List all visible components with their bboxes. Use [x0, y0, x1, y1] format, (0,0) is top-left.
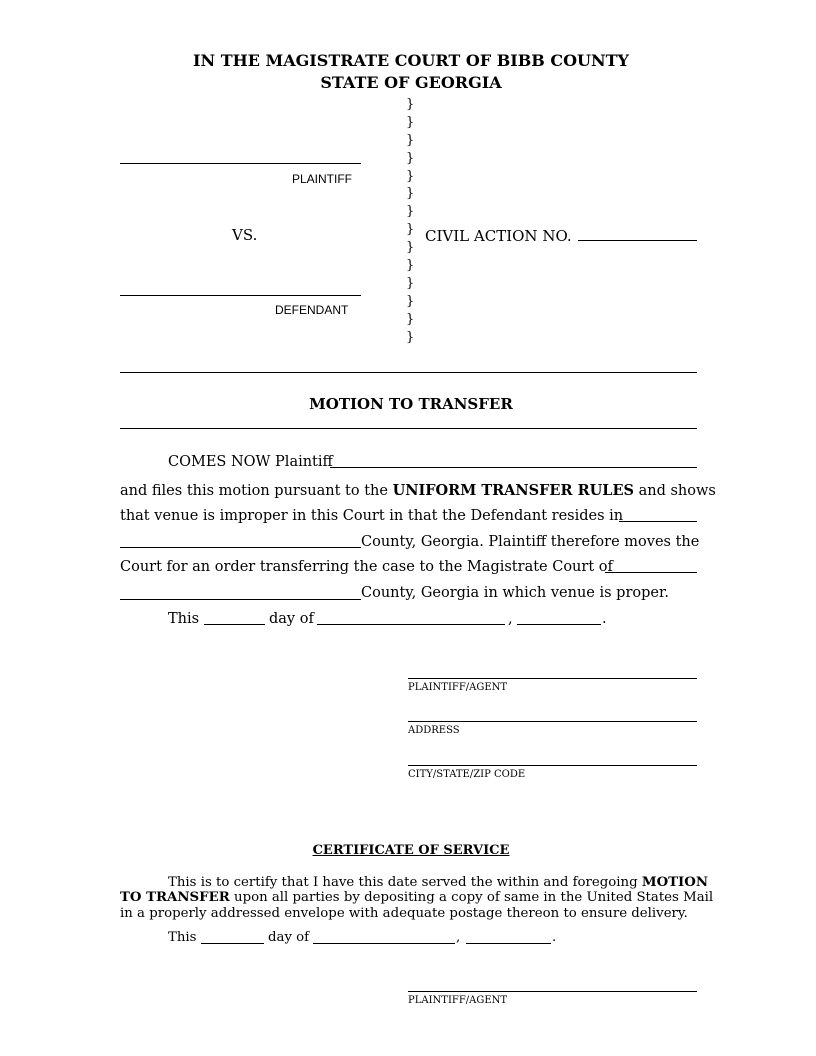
- caption-bracket: }: [406, 329, 415, 345]
- certificate-line-2: [120, 890, 713, 905]
- title-divider: [120, 428, 697, 429]
- civil-action-label: CIVIL ACTION NO.: [425, 227, 572, 245]
- cert-month-blank[interactable]: [313, 943, 455, 944]
- court-name: IN THE MAGISTRATE COURT OF BIBB COUNTY: [193, 51, 629, 70]
- certificate-text-2: upon all parties by depositing a copy of same in the United States Mail: [234, 890, 714, 905]
- cert-plaintiff-agent-label: PLAINTIFF/AGENT: [408, 995, 508, 1006]
- caption-bracket: }: [406, 311, 415, 327]
- caption-bracket: }: [406, 114, 415, 130]
- caption-bracket: }: [406, 240, 415, 256]
- comes-now-text: COMES NOW Plaintiff: [168, 454, 333, 470]
- certificate-bold-2: TO TRANSFER: [120, 890, 230, 905]
- defendant-name-line[interactable]: [120, 295, 361, 296]
- versus-label: VS.: [232, 226, 258, 244]
- cert-plaintiff-agent-signature-line[interactable]: [408, 991, 697, 992]
- cert-this-label: This: [168, 930, 197, 945]
- uniform-rules-text: UNIFORM TRANSFER RULES: [392, 482, 634, 499]
- plaintiff-name-line[interactable]: [120, 163, 361, 164]
- caption-bracket: }: [406, 222, 415, 238]
- caption-divider: [120, 372, 697, 373]
- city-state-zip-label: CITY/STATE/ZIP CODE: [408, 769, 526, 780]
- this-label: This: [168, 611, 200, 627]
- month-blank[interactable]: [317, 624, 505, 625]
- date-comma: ,: [508, 611, 513, 627]
- day-of-label: day of: [269, 611, 314, 627]
- certificate-bold-1: MOTION: [641, 875, 708, 890]
- motion-title: MOTION TO TRANSFER: [309, 395, 513, 413]
- caption-bracket: }: [406, 168, 415, 184]
- address-line[interactable]: [408, 721, 697, 722]
- caption-brackets: [406, 96, 416, 346]
- certificate-text-1: This is to certify that I have this date served the within and foregoing: [168, 875, 638, 890]
- caption-bracket: }: [406, 132, 415, 148]
- year-blank[interactable]: [517, 624, 601, 625]
- caption-bracket: }: [406, 150, 415, 166]
- cert-year-blank[interactable]: [466, 943, 551, 944]
- defendant-label: DEFENDANT: [275, 303, 349, 317]
- city-state-zip-line[interactable]: [408, 765, 697, 766]
- address-label: ADDRESS: [408, 725, 460, 736]
- caption-bracket: }: [406, 275, 415, 291]
- day-blank[interactable]: [204, 624, 265, 625]
- venue-line-text: that venue is improper in this Court in that the Defendant resides in: [120, 508, 624, 524]
- court-order-text: Court for an order transferring the case to the Magistrate Court of: [120, 559, 613, 575]
- certificate-title: CERTIFICATE OF SERVICE: [312, 843, 510, 858]
- certificate-text-3: in a properly addressed envelope with adequate postage thereon to ensure delivery.: [120, 906, 688, 921]
- defendant-county-blank-b[interactable]: [120, 547, 361, 548]
- certificate-line-1: [168, 875, 708, 890]
- plaintiff-agent-label: PLAINTIFF/AGENT: [408, 682, 508, 693]
- caption-bracket: }: [406, 186, 415, 202]
- cert-day-blank[interactable]: [201, 943, 264, 944]
- and-shows-text: and shows: [638, 483, 716, 499]
- and-files-text: and files this motion pursuant to the: [120, 483, 388, 499]
- cert-date-period: .: [552, 930, 557, 945]
- plaintiff-label: PLAINTIFF: [292, 172, 353, 186]
- county-proper-text: County, Georgia in which venue is proper.: [361, 585, 669, 601]
- caption-bracket: }: [406, 258, 415, 274]
- defendant-county-blank-a[interactable]: [619, 521, 697, 522]
- plaintiff-name-blank[interactable]: [330, 467, 697, 468]
- plaintiff-agent-signature-line[interactable]: [408, 678, 697, 679]
- county-georgia-text: County, Georgia. Plaintiff therefore moves the: [361, 534, 700, 550]
- caption-bracket: }: [406, 97, 415, 112]
- cert-day-of-label: day of: [268, 930, 310, 945]
- motion-line-2: [120, 482, 716, 499]
- court-state: STATE OF GEORGIA: [320, 73, 502, 92]
- cert-date-comma: ,: [456, 930, 461, 945]
- civil-action-number-line[interactable]: [578, 240, 697, 241]
- date-period: .: [602, 611, 607, 627]
- transfer-county-blank-a[interactable]: [605, 572, 697, 573]
- caption-bracket: }: [406, 204, 415, 220]
- caption-bracket: }: [406, 293, 415, 309]
- transfer-county-blank-b[interactable]: [120, 599, 361, 600]
